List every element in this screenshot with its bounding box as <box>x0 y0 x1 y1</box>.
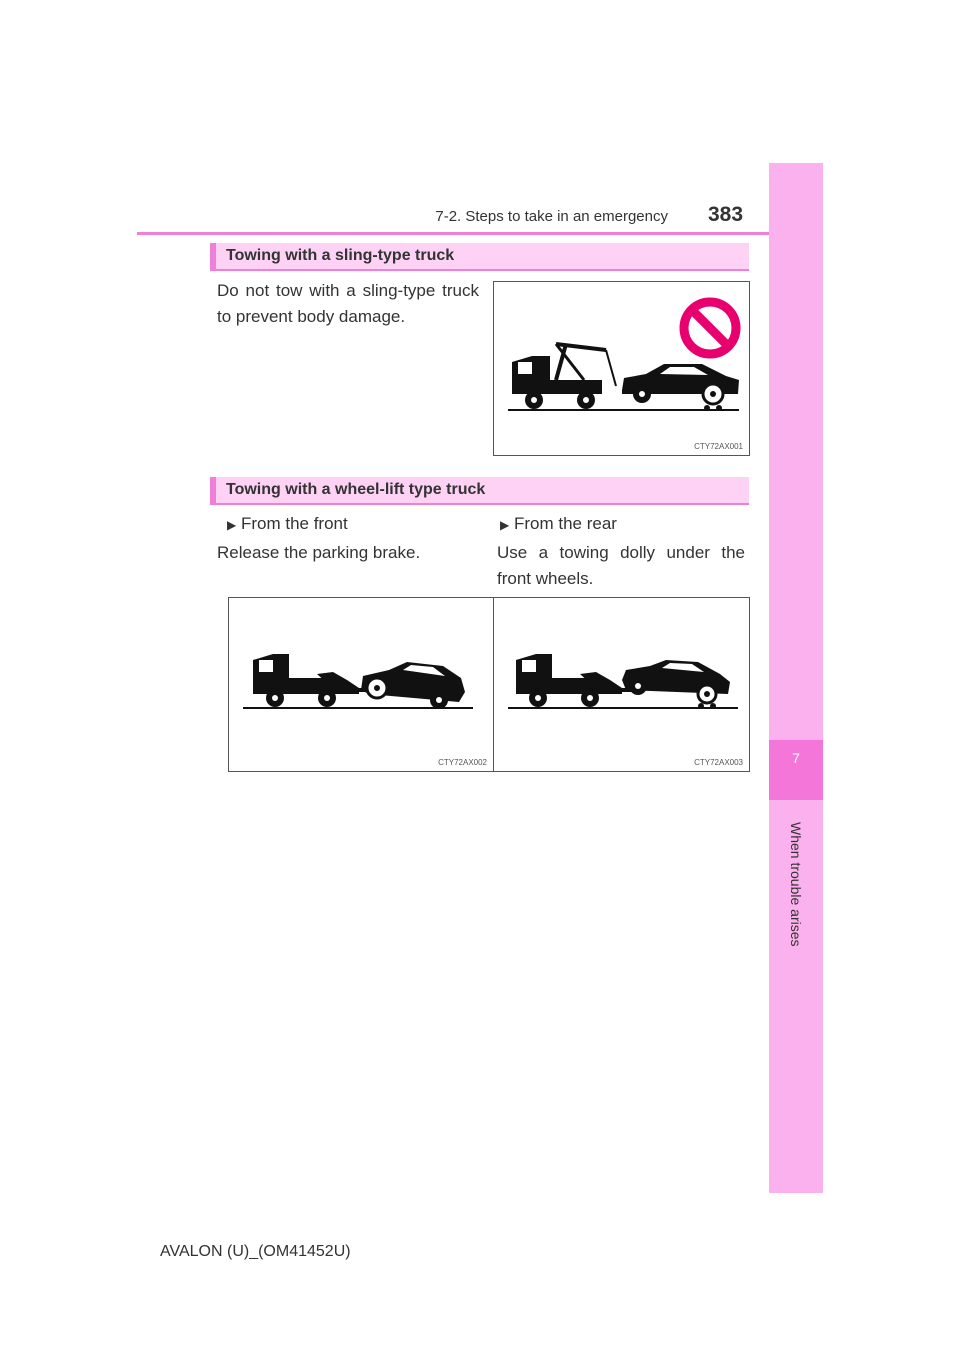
figure-code-003: CTY72AX003 <box>694 758 743 767</box>
page-number: 383 <box>708 203 744 226</box>
triangle-bullet-icon: ▶ <box>500 518 510 532</box>
wheel-lift-front-figure <box>228 597 494 772</box>
from-front-label <box>227 514 348 534</box>
from-front-text: From the front <box>240 514 348 533</box>
figure-code-002: CTY72AX002 <box>438 758 487 767</box>
wheel-lift-rear-figure <box>493 597 750 772</box>
sling-truck-figure <box>493 281 750 456</box>
from-rear-label <box>500 514 617 534</box>
sling-description: Do not tow with a sling-type truck to prevent body damage. <box>217 281 479 326</box>
chapter-number: 7 <box>792 750 800 766</box>
from-rear-text: From the rear <box>513 514 617 533</box>
from-rear-description: Use a towing dolly under the front wheels. <box>497 543 745 588</box>
chapter-side-tab <box>769 163 823 1193</box>
figure-code-001: CTY72AX001 <box>694 442 743 451</box>
chapter-number-tab <box>769 740 823 800</box>
section-heading-sling <box>210 243 749 271</box>
section-heading-wheel-lift <box>210 477 749 505</box>
section-heading-sling-text: Towing with a sling-type truck <box>226 247 455 264</box>
triangle-bullet-icon: ▶ <box>227 518 237 532</box>
prohibited-icon <box>684 302 736 354</box>
footer-model: AVALON (U)_(OM41452U) <box>160 1243 351 1260</box>
header-rule <box>137 232 823 235</box>
header-section-title: 7-2. Steps to take in an emergency <box>435 208 668 225</box>
from-front-description: Release the parking brake. <box>217 543 421 562</box>
chapter-title: When trouble arises <box>788 822 804 947</box>
section-heading-wheel-lift-text: Towing with a wheel-lift type truck <box>226 481 486 498</box>
